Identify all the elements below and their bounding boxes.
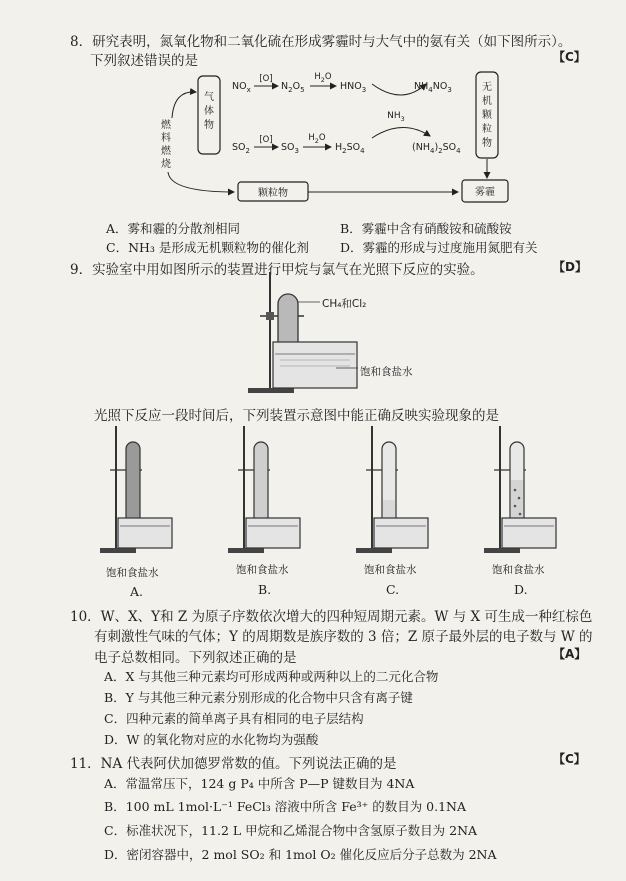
- q9-prompt: 光照下反应一段时间后，下列装置示意图中能正确反映实验现象的是: [94, 408, 499, 424]
- row1-nox: $NO_x$: [232, 81, 251, 94]
- q10-stem-line3: 电子总数相同。下列叙述正确的是: [94, 650, 297, 666]
- fuel-to-particle-arrow: [168, 172, 234, 192]
- fuel-char-2: 料: [161, 133, 171, 144]
- q9-choice-d-diagram[interactable]: [480, 420, 560, 562]
- q8-diagram: [150, 66, 510, 208]
- q11-option-c[interactable]: C．标准状况下，11.2 L 甲烷和乙烯混合物中含氢原子数目为 2NA: [104, 823, 478, 838]
- fuel-to-gas-arrow: [172, 92, 196, 118]
- q10-answer: 【A】: [553, 647, 587, 661]
- row2-so2: $SO_2$: [232, 142, 250, 155]
- row1-o: [O]: [259, 74, 273, 84]
- q10-stem-line1: 10．W、X、Y和 Z 为原子序数依次增大的四种短周期元素。W 与 X 可生成一种红棕色: [70, 609, 593, 625]
- row2-h2so4: $H_2SO_4$: [335, 142, 365, 155]
- nh3-label: $NH_3$: [387, 111, 405, 123]
- fuel-char-3: 燃: [161, 146, 171, 157]
- q11-option-d[interactable]: D．密闭容器中，2 mol SO₂ 和 1mol O₂ 催化反应后分子总数为 2NA: [104, 847, 497, 862]
- row1-n2o5: $N_2O_5$: [281, 81, 305, 94]
- q9-choice-c-letter[interactable]: C.: [386, 582, 400, 597]
- q9-choice-b-letter[interactable]: B.: [258, 582, 272, 597]
- row2-nh42so4: $(NH_4)_2SO_4$: [412, 142, 461, 155]
- gas-box-char-1: 气: [204, 92, 214, 103]
- q9-choice-a-diagram[interactable]: [96, 420, 176, 562]
- q9-choice-d-letter[interactable]: D.: [514, 582, 528, 597]
- q8-answer: 【C】: [553, 50, 586, 64]
- q8-stem-line2: 下列叙述错误的是: [90, 53, 198, 69]
- q9-water-label: 饱和食盐水: [360, 366, 413, 378]
- row2-o: [O]: [259, 135, 273, 145]
- q9-answer: 【D】: [553, 260, 587, 274]
- q9-choice-b-diagram[interactable]: [224, 420, 304, 562]
- fuel-char-1: 燃: [161, 120, 171, 131]
- svg-text:机: 机: [482, 96, 492, 107]
- row1-h2o: $H_2O$: [314, 72, 332, 84]
- haze-box-label: 雾霾: [475, 187, 495, 198]
- q9-choice-c-water: 饱和食盐水: [364, 564, 417, 576]
- row1-hno3: $HNO_3$: [340, 81, 367, 94]
- q8-option-a[interactable]: A．雾和霾的分散剂相同: [106, 221, 241, 236]
- svg-text:粒: 粒: [482, 124, 492, 135]
- svg-text:颗: 颗: [482, 110, 492, 121]
- fuel-char-4: 烧: [161, 159, 171, 170]
- gas-box-char-3: 物: [204, 120, 214, 131]
- q8-option-d[interactable]: D．雾霾的形成与过度施用氮肥有关: [340, 240, 538, 255]
- q10-option-b[interactable]: B．Y 与其他三种元素分别形成的化合物中只含有离子键: [104, 690, 413, 705]
- q11-stem: 11．NA 代表阿伏加德罗常数的值。下列说法正确的是: [70, 756, 397, 772]
- q9-choice-b-water: 饱和食盐水: [236, 564, 289, 576]
- row1-nh4no3: $NH_4NO_3$: [414, 81, 452, 94]
- svg-text:物: 物: [482, 138, 492, 149]
- particle-box-label: 颗粒物: [258, 188, 288, 199]
- svg-text:无: 无: [482, 82, 492, 93]
- q11-option-b[interactable]: B．100 mL 1mol·L⁻¹ FeCl₃ 溶液中所含 Fe³⁺ 的数目为 0.1NA: [104, 799, 467, 814]
- q10-option-d[interactable]: D．W 的氧化物对应的水化物均为强酸: [104, 732, 319, 747]
- row2-h2o: $H_2O$: [308, 133, 326, 145]
- row2-so3: $SO_3$: [281, 142, 299, 155]
- q8-option-b[interactable]: B．雾霾中含有硝酸铵和硫酸铵: [340, 221, 512, 236]
- gas-box-char-2: 体: [204, 106, 214, 117]
- q9-choice-c-diagram[interactable]: [352, 420, 432, 562]
- q8-option-c[interactable]: C．NH₃ 是形成无机颗粒物的催化剂: [106, 240, 309, 255]
- q10-option-c[interactable]: C．四种元素的简单离子具有相同的电子层结构: [104, 711, 364, 726]
- q9-choice-d-water: 饱和食盐水: [492, 564, 545, 576]
- q9-stem: 9．实验室中用如图所示的装置进行甲烷与氯气在光照下反应的实验。: [70, 262, 484, 278]
- q10-option-a[interactable]: A．X 与其他三种元素均可形成两种或两种以上的二元化合物: [104, 669, 439, 684]
- q9-apparatus: [240, 272, 440, 400]
- q10-stem-line2: 有刺激性气味的气体；Y 的周期数是族序数的 3 倍；Z 原子最外层的电子数与 W 的: [94, 629, 593, 645]
- q9-choice-a-letter[interactable]: A.: [130, 584, 144, 599]
- q11-answer: 【C】: [553, 752, 586, 766]
- q8-stem-line1: 8．研究表明，氮氧化物和二氧化硫在形成雾霾时与大气中的氨有关（如下图所示）。: [70, 34, 572, 50]
- q9-choice-a-water: 饱和食盐水: [106, 567, 159, 579]
- q11-option-a[interactable]: A．常温常压下，124 g P₄ 中所含 P—P 键数目为 4NA: [104, 776, 415, 791]
- q9-gas-label: CH₄和Cl₂: [322, 298, 367, 310]
